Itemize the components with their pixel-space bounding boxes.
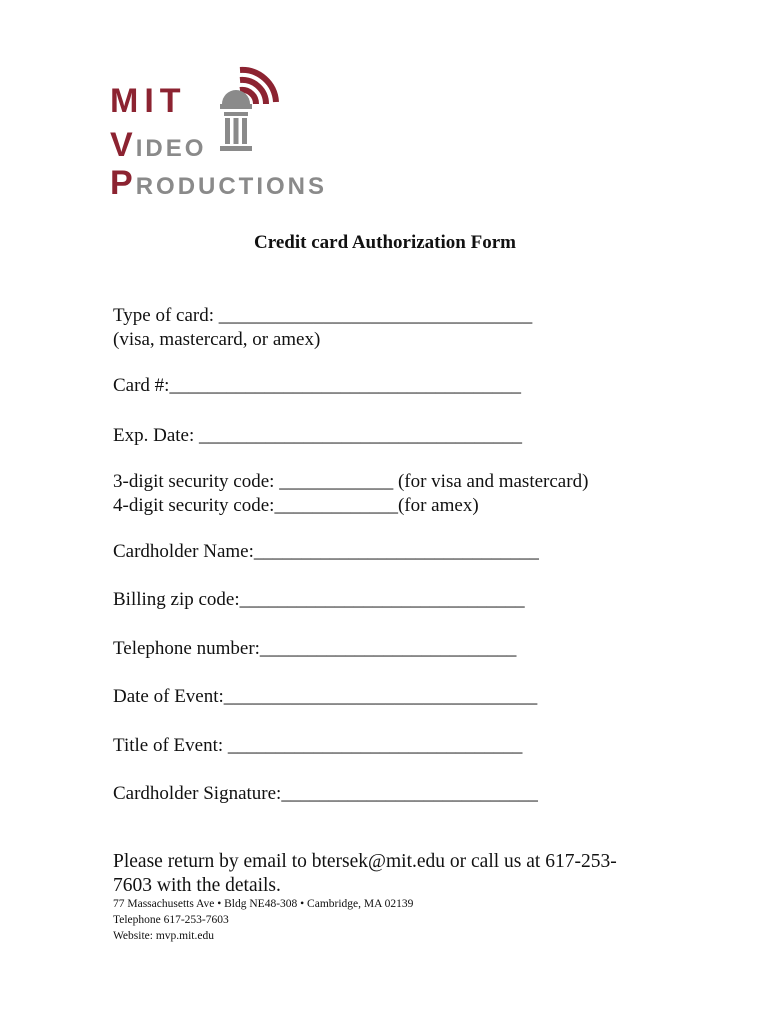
security-code-4-field[interactable]: 4-digit security code:_____________(for amex): [113, 495, 479, 516]
logo-productions-rest: RODUCTIONS: [135, 173, 328, 200]
logo-video-text: [110, 126, 206, 165]
type-of-card-hint: (visa, mastercard, or amex): [113, 329, 321, 350]
date-of-event-field[interactable]: Date of Event:_________________________________: [113, 686, 538, 707]
telephone-field[interactable]: Telephone number:___________________________: [113, 638, 517, 659]
footer-address: 77 Massachusetts Ave • Bldg NE48-308 • Cambridge, MA 02139: [113, 898, 414, 910]
dome-broadcast-icon: [218, 60, 290, 160]
billing-zip-field[interactable]: Billing zip code:______________________________: [113, 589, 525, 610]
cardholder-signature-field[interactable]: Cardholder Signature:___________________________: [113, 783, 538, 804]
logo-productions-text: [110, 164, 327, 203]
mit-video-productions-logo: [108, 60, 328, 202]
logo-video-rest: IDEO: [135, 135, 207, 162]
logo-video-initial: V: [110, 126, 136, 164]
footer-website: Website: mvp.mit.edu: [113, 930, 214, 942]
cardholder-name-field[interactable]: Cardholder Name:______________________________: [113, 541, 539, 562]
title-of-event-field[interactable]: Title of Event: _______________________________: [113, 735, 523, 756]
card-number-field[interactable]: Card #:_____________________________________: [113, 375, 521, 396]
return-instructions: Please return by email to btersek@mit.edu or call us at 617-253-7603 with the details.: [113, 851, 617, 896]
footer-telephone: Telephone 617-253-7603: [113, 914, 229, 926]
form-title: Credit card Authorization Form: [254, 232, 516, 253]
security-code-3-field[interactable]: 3-digit security code: ____________ (for visa and mastercard): [113, 471, 589, 492]
logo-mit-text: MIT: [110, 82, 187, 120]
type-of-card-field[interactable]: Type of card: _________________________________: [113, 305, 533, 326]
exp-date-field[interactable]: Exp. Date: __________________________________: [113, 425, 523, 446]
logo-productions-initial: P: [110, 164, 136, 202]
